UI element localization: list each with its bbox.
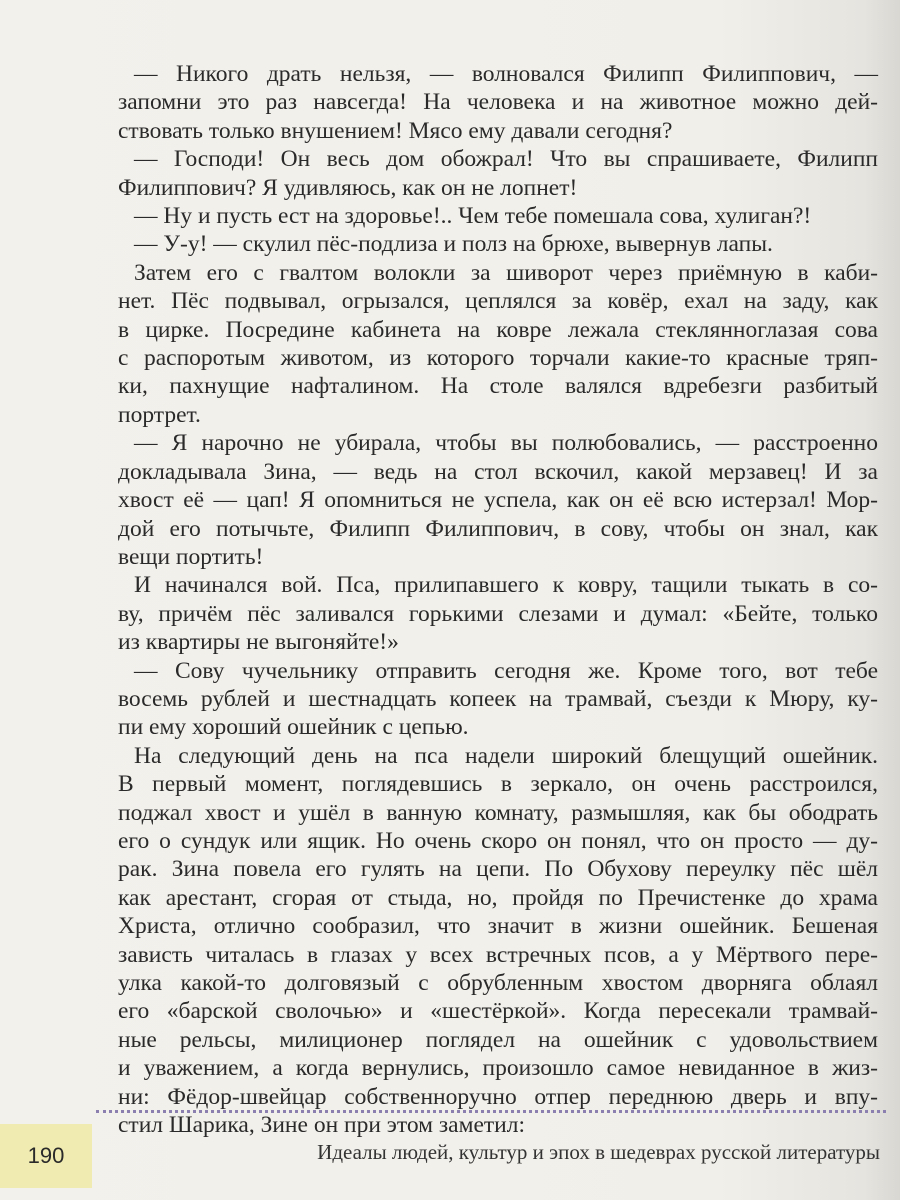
text-line: Христа, отлично сообразил, что значит в жизни ошейник. Бешеная (118, 913, 878, 940)
text-line: хвост её — цап! Я опомниться не успела, как он её всю истерзал! Мор- (118, 487, 878, 514)
page-number-box (0, 1124, 92, 1188)
page-number: 190 (27, 1143, 65, 1168)
text-line: рак. Зина повела его гулять на цепи. По Обухову переулку пёс шёл (118, 856, 878, 883)
paragraph (118, 202, 878, 230)
text-line: ни: Фёдор-швейцар собственноручно отпер переднюю дверь и впу- (118, 1083, 878, 1110)
paragraph (118, 742, 878, 1140)
text-line: — Никого драть нельзя, — волновался Филипп Филиппович, — (134, 61, 878, 87)
text-line: его о сундук или ящик. Но очень скоро он понял, что он просто — ду- (118, 827, 878, 854)
running-footer-title: Идеалы людей, культур и эпох в шедеврах русской литературы (317, 1140, 880, 1164)
text-line: — Сову чучельнику отправить сегодня же. Кроме того, вот тебе (134, 657, 878, 684)
text-line: ву, причём пёс заливался горькими слезами и думал: «Бейте, только (118, 600, 878, 627)
text-line: Затем его с гвалтом волокли за шиворот через приёмную в каби- (134, 259, 878, 286)
text-line: поджал хвост и ушёл в ванную комнату, размышляя, как бы ободрать (118, 799, 878, 826)
text-line: восемь рублей и шестнадцать копеек на трамвай, съезди к Мюру, ку- (118, 685, 878, 712)
text-line: зависть читалась в глазах у всех встречных псов, а у Мёртвого пере- (118, 941, 878, 968)
text-line: стил Шарика, Зине он при этом заметил: (118, 1112, 526, 1139)
text-line: дой его потычьте, Филипп Филиппович, в сову, чтобы он знал, как (118, 515, 878, 542)
text-line: его «барской сволочью» и «шестёркой». Когда пересекали трамвай- (118, 998, 878, 1025)
text-line: В первый момент, поглядевшись в зеркало, он очень расстроился, (118, 771, 878, 798)
paragraph (118, 60, 878, 145)
text-line: улка какой-то долговязый с обрубленным хвостом дворняга облаял (118, 970, 878, 996)
paragraph (118, 571, 878, 656)
text-line: портрет. (118, 401, 201, 428)
paragraph (118, 657, 878, 742)
footer-divider (96, 1110, 886, 1113)
text-line: и уважением, а когда вернулись, произошло самое невиданное в жиз- (118, 1055, 878, 1082)
text-line: докладывала Зина, — ведь на стол вскочил, какой мерзавец! И за (118, 458, 878, 485)
paragraph (118, 259, 878, 429)
main-text (118, 60, 878, 1139)
paragraph (118, 429, 878, 571)
text-line: как арестант, сгорая от стыда, но, пройдя по Пречистенке до храма (118, 884, 878, 911)
text-line: из квартиры не выгоняйте!» (118, 629, 399, 656)
text-line: И начинался вой. Пса, прилипавшего к ковру, тащили тыкать в со- (134, 572, 878, 599)
text-line: запомни это раз навсегда! На человека и на животное можно дей- (118, 89, 878, 116)
text-line: — Господи! Он весь дом обожрал! Что вы спрашиваете, Филипп (134, 146, 878, 173)
text-line: ные рельсы, милиционер поглядел на ошейник с удовольствием (118, 1026, 878, 1053)
paragraph (118, 230, 878, 258)
text-line: — Я нарочно не убирала, чтобы вы полюбовались, — расстроенно (134, 430, 878, 457)
text-line: ствовать только внушением! Мясо ему давали сегодня? (118, 117, 673, 144)
paragraph (118, 145, 878, 202)
text-line: — Ну и пусть ест на здоровье!.. Чем тебе помешала сова, хулиган?! (134, 203, 812, 230)
text-line: нет. Пёс подвывал, огрызался, цеплялся за ковёр, ехал на заду, как (118, 288, 878, 315)
text-line: с распоротым животом, из которого торчали какие-то красные тряп- (118, 345, 878, 372)
text-line: Филиппович? Я удивляюсь, как он не лопнет! (118, 174, 578, 201)
text-line: вещи портить! (118, 543, 264, 570)
text-line: — У-у! — скулил пёс-подлиза и полз на брюхе, вывернув лапы. (134, 231, 773, 258)
text-line: пи ему хороший ошейник с цепью. (118, 714, 469, 741)
text-line: ки, пахнущие нафталином. На столе валялся вдребезги разбитый (118, 373, 878, 400)
text-line: На следующий день на пса надели широкий блещущий ошейник. (134, 742, 878, 769)
text-line: в цирке. Посредине кабинета на ковре лежала стеклянноглазая сова (118, 316, 878, 343)
